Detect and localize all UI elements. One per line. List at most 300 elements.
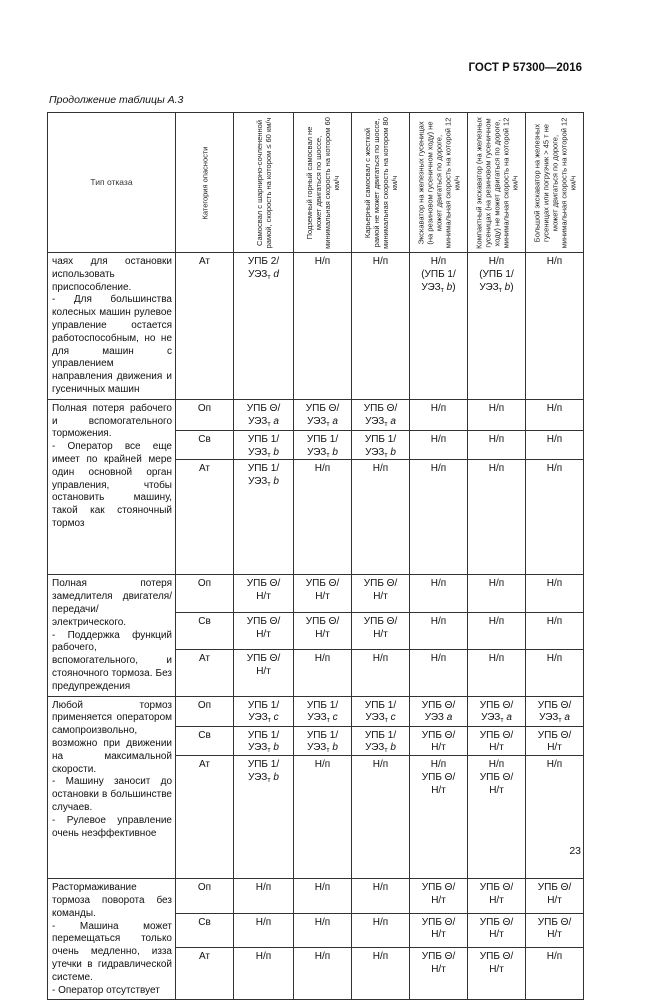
hazard-category: Св: [176, 726, 234, 756]
hazard-letter: b: [273, 742, 279, 754]
cell-line: Н/п: [430, 652, 447, 664]
risk-value-cell: [526, 913, 584, 947]
cell-line: Н/п: [372, 759, 389, 771]
vertical-header-wrap: [468, 113, 525, 252]
failure-description: [48, 879, 176, 1000]
cell-line: УПБ Θ/: [537, 699, 572, 711]
vertical-header-text: Подземный горный самосвал не может двигаться по шоссе, минимальная скорость на котором 60 км/ч: [304, 116, 341, 249]
hazard-letter: b: [273, 446, 279, 458]
risk-value-cell: [294, 460, 352, 575]
subscript-t: т: [267, 717, 271, 725]
description-paragraph: - Поддержка функций рабочего, вспомогательного, и стояночного тормоза. Без предупреждения: [52, 629, 172, 692]
cell-line: Н/п: [255, 882, 272, 894]
risk-value-cell: [294, 649, 352, 696]
cell-line: Н/п: [314, 463, 331, 475]
hazard-letter: b: [332, 446, 338, 458]
cell-line: Н/п: [372, 463, 389, 475]
risk-value-cell: [294, 613, 352, 649]
hazard-letter: b: [446, 281, 453, 293]
subscript-t: т: [267, 420, 271, 428]
cell-line: $УЭЗ_т$ b: [307, 446, 338, 459]
risk-value-cell: [526, 879, 584, 913]
risk-value-cell: [526, 575, 584, 613]
cell-line: УПБ Θ/: [537, 729, 572, 741]
cell-line: Н/п: [372, 256, 389, 267]
hazard-category: Ат: [176, 253, 234, 400]
risk-value-cell: [468, 399, 526, 430]
cell-line: УПБ Θ/: [537, 916, 572, 928]
cell-line: Н/п: [372, 950, 389, 962]
table-row: [48, 879, 584, 913]
column-header-failure-type: Тип отказа: [48, 113, 176, 253]
risk-value-cell: [234, 575, 294, 613]
failure-description: [48, 696, 176, 879]
cell-line: Н/п: [314, 652, 331, 664]
risk-value-cell: [468, 575, 526, 613]
risk-value-cell: [526, 253, 584, 400]
cell-line: Н/п: [488, 616, 505, 628]
column-header-2: [234, 113, 294, 253]
subscript-t: т: [440, 286, 444, 294]
cell-line: Н/п: [372, 652, 389, 664]
hazard-category: Ат: [176, 649, 234, 696]
hazard-letter: a: [446, 712, 453, 724]
risk-value-cell: [526, 460, 584, 575]
description-paragraph: - Для большинства колесных машин рулевое управление остается работоспособным, но не для машин с управлением направления движения и гусеничных машин: [52, 294, 172, 395]
cell-line: Н/т: [315, 591, 330, 603]
cell-line: Н/т: [489, 894, 504, 906]
column-header-4: [352, 113, 410, 253]
risk-value-cell: [410, 913, 468, 947]
hazard-letter: a: [506, 712, 512, 724]
hazard-category: Ат: [176, 947, 234, 999]
cell-line: Н/т: [431, 894, 446, 906]
table-row: [48, 575, 584, 613]
failure-description: [48, 575, 176, 696]
table-header-row: [48, 113, 584, 253]
cell-line: Н/п: [314, 256, 331, 267]
risk-value-cell: [410, 756, 468, 879]
risk-value-cell: [294, 879, 352, 913]
cell-line: Н/п: [430, 256, 447, 267]
cell-line: УПБ 1/: [306, 433, 339, 445]
cell-line: $УЭЗ_т$ d: [248, 268, 279, 281]
cell-line: УПБ 1/: [247, 699, 280, 711]
cell-line: $УЭЗ_т$ a: [481, 712, 512, 725]
risk-value-cell: [352, 649, 410, 696]
risk-value-cell: [234, 879, 294, 913]
risk-value-cell: [234, 756, 294, 879]
cell-line: Н/п: [430, 402, 447, 414]
cell-line: $УЭЗ_т$ b): [421, 281, 456, 294]
cell-line: УПБ Θ/: [246, 578, 281, 590]
risk-value-cell: [410, 696, 468, 726]
page-number: 23: [569, 845, 581, 857]
cell-line: Н/п: [546, 256, 563, 267]
risk-value-cell: [526, 756, 584, 879]
risk-value-cell: [410, 947, 468, 999]
cell-line: УПБ 1/: [364, 433, 397, 445]
vertical-header-wrap: [176, 113, 233, 252]
cell-line: $УЭЗ_т$ b: [248, 742, 279, 755]
risk-value-cell: [410, 430, 468, 460]
risk-value-cell: [468, 460, 526, 575]
risk-value-cell: [294, 696, 352, 726]
cell-line: УПБ Θ/: [421, 729, 456, 741]
risk-value-cell: [468, 879, 526, 913]
cell-line: Н/п: [488, 402, 505, 414]
cell-line: $УЭЗ_т$ b: [248, 771, 279, 784]
vertical-header-text: Категория опасности: [200, 146, 209, 219]
hazard-category: Оп: [176, 399, 234, 430]
cell-line: УПБ Θ/: [537, 882, 572, 894]
cell-line: УПБ 1/: [364, 699, 397, 711]
cell-line: Н/т: [489, 963, 504, 975]
hazard-category: Оп: [176, 879, 234, 913]
cell-line: Н/т: [256, 591, 271, 603]
column-header-3: [294, 113, 352, 253]
cell-line: УПБ Θ/: [421, 699, 456, 711]
cell-line: Н/т: [431, 742, 446, 754]
cell-line: $УЭЗ_т$ c: [365, 712, 396, 725]
subscript-t: т: [267, 776, 271, 784]
vertical-header-text: Экскаватор на железных гусеницах (на резиновом гусеничном ходу) не может двигаться по дороге, минимальная скорость на которой 12 км/ч: [416, 117, 461, 248]
column-header-6: [468, 113, 526, 253]
cell-line: Н/т: [431, 929, 446, 941]
description-paragraph: - Рулевое управление очень неэффективное: [52, 814, 172, 839]
cell-line: УПБ 1/: [247, 463, 280, 475]
cell-line: УПБ Θ/: [421, 916, 456, 928]
cell-line: Н/п: [430, 616, 447, 628]
cell-line: Н/т: [547, 742, 562, 754]
cell-line: $УЭЗ_т$ b): [479, 281, 514, 294]
subscript-t: т: [326, 717, 330, 725]
cell-line: УПБ Θ/: [479, 950, 514, 962]
cell-line: $УЭЗ_т$ a: [365, 415, 396, 428]
hazard-letter: d: [273, 268, 279, 280]
risk-value-cell: [468, 613, 526, 649]
risk-value-cell: [294, 726, 352, 756]
subscript-t: т: [267, 273, 271, 281]
cell-line: $УЭЗ_т$ a: [248, 415, 279, 428]
failure-description: [48, 399, 176, 575]
hazard-category: Св: [176, 613, 234, 649]
cell-line: $УЭЗ_т$ b: [307, 742, 338, 755]
cell-line: УПБ Θ/: [305, 578, 340, 590]
cell-line: Н/п: [314, 916, 331, 928]
risk-value-cell: [234, 430, 294, 460]
risk-value-cell: [234, 696, 294, 726]
risk-value-cell: [234, 649, 294, 696]
risk-value-cell: [352, 460, 410, 575]
cell-line: Н/т: [256, 665, 271, 677]
hazard-category: Оп: [176, 575, 234, 613]
table-continuation-caption: Продолжение таблицы А.3: [49, 94, 184, 106]
risk-value-cell: [352, 913, 410, 947]
risk-value-cell: [234, 726, 294, 756]
hazard-category: Ат: [176, 756, 234, 879]
hazard-letter: a: [332, 415, 338, 427]
cell-line: $УЭЗ_т$ b: [248, 476, 279, 489]
cell-line: УПБ 1/: [247, 759, 280, 771]
subscript-t: т: [326, 420, 330, 428]
risk-value-cell: [234, 613, 294, 649]
cell-line: Н/п: [314, 759, 331, 771]
cell-line: $УЭЗ_т$ b: [248, 446, 279, 459]
failure-type-table: [47, 112, 584, 1000]
cell-line: Н/т: [431, 784, 446, 796]
cell-line: Н/п: [488, 433, 505, 445]
risk-value-cell: [468, 253, 526, 400]
subscript-t: т: [267, 481, 271, 489]
document-header-title: ГОСТ Р 57300—2016: [468, 62, 582, 74]
cell-line: УПБ 1/: [306, 699, 339, 711]
cell-line: $УЭЗ_т$ a: [307, 415, 338, 428]
cell-line: Н/п: [546, 578, 563, 590]
cell-line: Н/п: [430, 759, 447, 771]
hazard-letter: b: [390, 742, 396, 754]
risk-value-cell: [352, 947, 410, 999]
cell-line: $УЭЗ_т$ c: [307, 712, 338, 725]
cell-line: УПБ 1/: [247, 433, 280, 445]
vertical-header-text: Самосвал с шарнирно-сочлененной рамой, скорость на котором ≤ 60 км/ч: [254, 117, 273, 248]
cell-line: $УЭЗ_т$ c: [248, 712, 279, 725]
cell-line: Н/п: [488, 256, 505, 267]
risk-value-cell: [352, 399, 410, 430]
risk-value-cell: [234, 399, 294, 430]
hazard-letter: a: [390, 415, 396, 427]
risk-value-cell: [526, 430, 584, 460]
cell-line: Н/п: [372, 916, 389, 928]
hazard-letter: b: [390, 446, 396, 458]
cell-line: УЭЗ a: [424, 712, 453, 724]
hazard-letter: a: [273, 415, 279, 427]
cell-line: УПБ 2/: [247, 256, 280, 267]
risk-value-cell: [468, 726, 526, 756]
risk-value-cell: [410, 460, 468, 575]
hazard-letter: b: [332, 742, 338, 754]
subscript-t: т: [384, 717, 388, 725]
risk-value-cell: [526, 649, 584, 696]
cell-line: Н/т: [547, 894, 562, 906]
cell-line: Н/т: [315, 629, 330, 641]
risk-value-cell: [352, 726, 410, 756]
vertical-header-text: Компактный экскаватор (на железных гусеницах (на резиновом гусеничном ходу) не может двигаться по дороге, минимальная скорость на которой 12 км/ч: [474, 116, 519, 249]
risk-value-cell: [410, 399, 468, 430]
cell-line: УПБ Θ/: [246, 616, 281, 628]
cell-line: УПБ Θ/: [305, 616, 340, 628]
cell-line: (УПБ 1/: [421, 268, 456, 280]
hazard-category: Св: [176, 430, 234, 460]
cell-line: УПБ Θ/: [363, 578, 398, 590]
hazard-letter: b: [504, 281, 511, 293]
risk-value-cell: [234, 947, 294, 999]
risk-value-cell: [468, 649, 526, 696]
risk-value-cell: [526, 696, 584, 726]
description-paragraph: Любой тормоз применяется оператором самопроизвольно, возможно при движении на максимальной скорости.: [52, 699, 172, 775]
subscript-t: т: [384, 747, 388, 755]
risk-value-cell: [234, 460, 294, 575]
cell-line: Н/т: [373, 629, 388, 641]
description-paragraph: Полная потеря замедлителя двигателя/передачи/электрического.: [52, 578, 172, 628]
risk-value-cell: [294, 399, 352, 430]
cell-line: Н/п: [546, 950, 563, 962]
column-header-5: [410, 113, 468, 253]
cell-line: УПБ 1/: [306, 729, 339, 741]
hazard-letter: a: [564, 712, 570, 724]
cell-line: $УЭЗ_т$ b: [365, 742, 396, 755]
risk-value-cell: [410, 253, 468, 400]
cell-line: УПБ Θ/: [479, 729, 514, 741]
cell-line: УПБ Θ/: [363, 616, 398, 628]
cell-line: УПБ Θ/: [246, 652, 281, 664]
risk-value-cell: [294, 253, 352, 400]
cell-line: Н/п: [430, 463, 447, 475]
cell-line: УПБ 1/: [364, 729, 397, 741]
hazard-category: Оп: [176, 696, 234, 726]
hazard-category: Св: [176, 913, 234, 947]
hazard-letter: c: [273, 712, 279, 724]
cell-line: УПБ Θ/: [421, 950, 456, 962]
subscript-t: т: [498, 286, 502, 294]
risk-value-cell: [352, 879, 410, 913]
cell-line: Н/т: [489, 784, 504, 796]
vertical-header-wrap: [410, 113, 467, 252]
cell-line: Н/п: [255, 950, 272, 962]
risk-value-cell: [352, 756, 410, 879]
cell-line: Н/п: [488, 578, 505, 590]
description-paragraph: чаях для остановки использовать приспособление.: [52, 256, 172, 293]
risk-value-cell: [234, 253, 294, 400]
risk-value-cell: [352, 253, 410, 400]
risk-value-cell: [410, 575, 468, 613]
cell-line: УПБ Θ/: [421, 882, 456, 894]
cell-line: Н/т: [256, 629, 271, 641]
subscript-t: т: [384, 451, 388, 459]
failure-description: [48, 253, 176, 400]
risk-value-cell: [294, 430, 352, 460]
cell-line: Н/т: [489, 929, 504, 941]
risk-value-cell: [294, 756, 352, 879]
risk-value-cell: [294, 947, 352, 999]
risk-value-cell: [294, 575, 352, 613]
risk-value-cell: [410, 726, 468, 756]
cell-line: Н/п: [372, 882, 389, 894]
vertical-header-wrap: [352, 113, 409, 252]
cell-line: УПБ Θ/: [479, 699, 514, 711]
cell-line: $УЭЗ_т$ b: [365, 446, 396, 459]
cell-line: Н/п: [255, 916, 272, 928]
cell-line: УПБ Θ/: [363, 402, 398, 414]
risk-value-cell: [526, 726, 584, 756]
cell-line: Н/п: [430, 433, 447, 445]
hazard-letter: c: [332, 712, 338, 724]
subscript-t: т: [267, 451, 271, 459]
cell-line: УПБ Θ/: [479, 916, 514, 928]
description-paragraph: - Машину заносит до остановки в большинстве случаев.: [52, 776, 172, 813]
risk-value-cell: [352, 696, 410, 726]
hazard-category: Ат: [176, 460, 234, 575]
cell-line: Н/п: [546, 616, 563, 628]
risk-value-cell: [468, 430, 526, 460]
subscript-t: т: [500, 717, 504, 725]
hazard-letter: b: [273, 476, 279, 488]
cell-line: Н/т: [547, 929, 562, 941]
cell-line: Н/п: [430, 578, 447, 590]
description-paragraph: - Оператор все еще имеет по крайней мере один основной орган управления, чтобы остановить машину, такой как стояночный тормоз: [52, 441, 172, 529]
cell-line: $УЭЗ_т$ a: [539, 712, 570, 725]
vertical-header-wrap: [234, 113, 293, 252]
description-paragraph: - Оператор отсутствует: [52, 984, 160, 996]
vertical-header-text: Карьерный самосвал с жесткой рамой не может двигаться по шоссе, минимальная скорость на котором 80 км/ч: [362, 116, 399, 249]
risk-value-cell: [526, 399, 584, 430]
risk-value-cell: [526, 947, 584, 999]
hazard-letter: c: [390, 712, 396, 724]
cell-line: УПБ Θ/: [246, 402, 281, 414]
cell-line: Н/т: [489, 742, 504, 754]
cell-line: Н/п: [314, 950, 331, 962]
hazard-letter: b: [273, 771, 279, 783]
risk-value-cell: [468, 913, 526, 947]
risk-value-cell: [526, 613, 584, 649]
cell-line: УПБ Θ/: [479, 771, 514, 783]
cell-line: УПБ Θ/: [479, 882, 514, 894]
table-row: [48, 696, 584, 726]
cell-line: Н/п: [546, 402, 563, 414]
risk-value-cell: [410, 879, 468, 913]
risk-value-cell: [352, 430, 410, 460]
cell-line: Н/п: [546, 652, 563, 664]
subscript-t: т: [326, 747, 330, 755]
cell-line: УПБ Θ/: [305, 402, 340, 414]
risk-value-cell: [352, 575, 410, 613]
cell-line: Н/т: [431, 963, 446, 975]
vertical-header-wrap: [294, 113, 351, 252]
column-header-7: [526, 113, 584, 253]
cell-line: Н/п: [546, 759, 563, 771]
table-row: [48, 253, 584, 400]
cell-line: УПБ 1/: [247, 729, 280, 741]
cell-line: Н/п: [546, 433, 563, 445]
cell-line: Н/п: [488, 652, 505, 664]
risk-value-cell: [410, 649, 468, 696]
description-paragraph: Растормаживание тормоза поворота без команды.: [52, 882, 172, 919]
subscript-t: т: [384, 420, 388, 428]
subscript-t: т: [267, 747, 271, 755]
risk-value-cell: [294, 913, 352, 947]
column-header-1: [176, 113, 234, 253]
table-row: [48, 399, 584, 430]
cell-line: УПБ Θ/: [421, 771, 456, 783]
cell-line: Н/п: [314, 882, 331, 894]
risk-value-cell: [468, 756, 526, 879]
cell-line: (УПБ 1/: [479, 268, 514, 280]
description-paragraph: Полная потеря рабочего и вспомогательного торможения.: [52, 402, 172, 440]
vertical-header-text: Большой экскаватор на железных гусеницах или погрузчик > 45 т не может двигаться по дороге, минимальная скорость на которой 12 км/ч: [532, 117, 577, 248]
cell-line: Н/п: [546, 463, 563, 475]
subscript-t: т: [326, 451, 330, 459]
risk-value-cell: [468, 696, 526, 726]
cell-line: Н/п: [488, 759, 505, 771]
risk-value-cell: [410, 613, 468, 649]
vertical-header-wrap: [526, 113, 583, 252]
cell-line: Н/п: [488, 463, 505, 475]
subscript-t: т: [558, 717, 562, 725]
cell-line: Н/т: [373, 591, 388, 603]
description-paragraph: - Машина может перемещаться только очень медленно, изза утечки в гидравлической системе.: [52, 920, 172, 983]
risk-value-cell: [352, 613, 410, 649]
risk-value-cell: [468, 947, 526, 999]
